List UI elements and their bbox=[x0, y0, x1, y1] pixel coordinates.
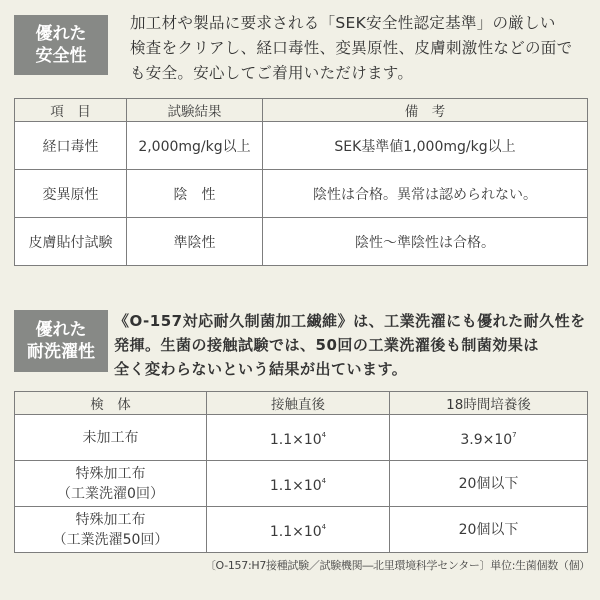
wash-description-line3: 全く変わらないという結果が出ています。 bbox=[114, 360, 408, 378]
header-after-18h: 18時間培養後 bbox=[390, 392, 588, 415]
sample-label: 特殊加工布 bbox=[75, 511, 146, 528]
table-header-row bbox=[15, 392, 588, 415]
result-cell: 準陰性 bbox=[127, 218, 263, 266]
immediate-value: 1.1×10 bbox=[269, 432, 322, 448]
safety-description bbox=[130, 11, 572, 86]
table-row bbox=[15, 415, 588, 461]
safety-description-line1: 加工材や製品に要求される「SEK安全性認定基準」の厳しい bbox=[130, 14, 556, 32]
wash-description bbox=[114, 309, 586, 381]
immediate-exponent: 4 bbox=[321, 523, 327, 531]
wash-test-table bbox=[14, 391, 588, 553]
after-cell bbox=[390, 415, 588, 461]
header-sample: 検 体 bbox=[15, 392, 207, 415]
immediate-cell bbox=[207, 461, 390, 507]
remarks-cell: 陰性は合格。異常は認められない。 bbox=[263, 170, 588, 218]
immediate-cell bbox=[207, 507, 390, 553]
sample-cell bbox=[15, 461, 207, 507]
wash-description-line1: 《O-157対応耐久制菌加工繊維》は、工業洗濯にも優れた耐久性を bbox=[114, 312, 586, 330]
table-row bbox=[15, 507, 588, 553]
header-item: 項 目 bbox=[15, 99, 127, 122]
immediate-value: 1.1×10 bbox=[269, 524, 322, 540]
immediate-value: 1.1×10 bbox=[269, 478, 322, 494]
safety-test-table bbox=[14, 98, 588, 266]
after-exponent: 7 bbox=[512, 431, 517, 439]
after-value: 3.9×10 bbox=[460, 432, 513, 448]
sample-label: 特殊加工布 bbox=[75, 465, 146, 482]
safety-badge-line1: 優れた bbox=[35, 24, 87, 44]
item-cell: 経口毒性 bbox=[15, 122, 127, 170]
after-cell bbox=[390, 507, 588, 553]
after-value: 20個以下 bbox=[458, 521, 519, 538]
safety-description-line2: 検査をクリアし、経口毒性、変異原性、皮膚刺激性などの面で bbox=[130, 39, 573, 57]
safety-description-line3: も安全。安心してご着用いただけます。 bbox=[130, 64, 414, 82]
safety-badge-line2: 安全性 bbox=[35, 46, 87, 66]
table-row bbox=[15, 461, 588, 507]
result-cell: 陰 性 bbox=[127, 170, 263, 218]
after-cell bbox=[390, 461, 588, 507]
remarks-cell: SEK基準値1,000mg/kg以上 bbox=[263, 122, 588, 170]
item-cell: 皮膚貼付試験 bbox=[15, 218, 127, 266]
wash-badge-line2: 耐洗濯性 bbox=[27, 342, 95, 362]
wash-durability-badge bbox=[14, 310, 108, 372]
after-value: 20個以下 bbox=[458, 475, 519, 492]
table-row bbox=[15, 218, 588, 266]
safety-badge bbox=[14, 15, 108, 75]
remarks-cell: 陰性～準陰性は合格。 bbox=[263, 218, 588, 266]
table-row bbox=[15, 122, 588, 170]
sample-cell bbox=[15, 507, 207, 553]
sample-label: 未加工布 bbox=[82, 429, 139, 446]
wash-badge-line1: 優れた bbox=[35, 320, 87, 340]
immediate-exponent: 4 bbox=[321, 431, 327, 439]
sample-sublabel: （工業洗濯50回） bbox=[52, 531, 169, 548]
result-cell: 2,000mg/kg以上 bbox=[127, 122, 263, 170]
sample-cell bbox=[15, 415, 207, 461]
immediate-cell bbox=[207, 415, 390, 461]
header-remarks: 備 考 bbox=[263, 99, 588, 122]
sample-sublabel: （工業洗濯0回） bbox=[57, 485, 164, 502]
header-immediate: 接触直後 bbox=[207, 392, 390, 415]
immediate-exponent: 4 bbox=[321, 477, 327, 485]
header-result: 試験結果 bbox=[127, 99, 263, 122]
footnote: 〔O-157:H7接種試験／試験機関―北里環境科学センター〕単位:生菌個数（個） bbox=[204, 559, 590, 572]
item-cell: 変異原性 bbox=[15, 170, 127, 218]
wash-description-line2: 発揮。生菌の接触試験では、50回の工業洗濯後も制菌効果は bbox=[114, 336, 539, 354]
table-row bbox=[15, 170, 588, 218]
table-header-row bbox=[15, 99, 588, 122]
